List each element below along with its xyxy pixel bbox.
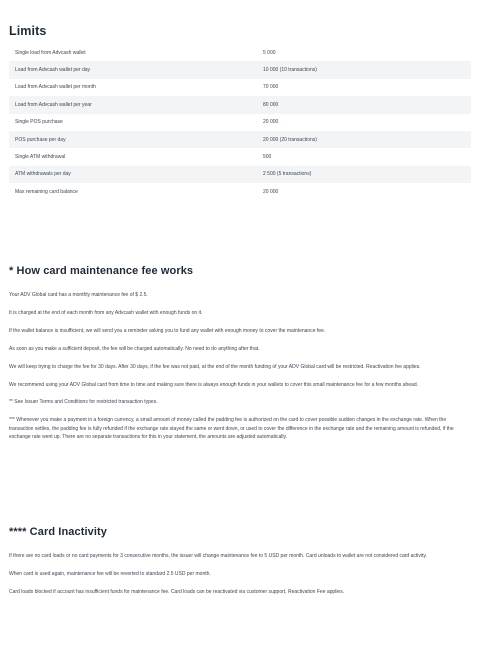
table-row [9,79,471,96]
table-row [9,131,471,148]
paragraph: When card is used again, maintenance fee will be reverted to standard 2.5 USD per month. [9,570,211,577]
table-row [9,183,471,200]
limit-label: Load from Advcash wallet per month [15,84,96,91]
table-row [9,114,471,131]
table-row [9,166,471,183]
card-inactivity-section [9,526,471,606]
paragraph: If there are no card loads or no card payments for 3 consecutive months, the issuer will change maintenance fee to 5 USD per month. Card unloads to wallet are not considered card activity. [9,553,427,559]
limit-value: 5 000 [263,49,276,56]
limit-value: 20 000 (20 transactions) [263,136,317,143]
paragraph: If the wallet balance is insufficient, we will send you a reminder asking you to fund any wallet with enough money to cover the maintenance fee. [9,327,326,334]
paragraph: *** Whenever you make a payment in a foreign currency, a small amount of money called the padding fee is authorized on the card to cover possible sudden changes in the exchange rate. When the transaction settles, the padding fee is fully refunded if the exchange rate stayed the same or went down, or used to cover the difference in the exchange rate and the remaining amount is refunded, if the exchange rate went up. There are no separate transactions for this in your statement, the amounts are adjusted automatically. [9,417,454,441]
table-row [9,61,471,78]
paragraph: Your ADV Global card has a monthly maintenance fee of $ 2.5. [9,292,148,298]
limit-label: Single ATM withdrawal [15,154,66,161]
maintenance-fee-section [9,265,471,451]
limit-label: POS purchase per day [15,136,66,143]
table-row [9,96,471,113]
limit-label: Single load from Advcash wallet [15,49,86,56]
limit-label: Max remaining card balance [15,188,78,195]
table-row [9,44,471,61]
limit-value: 500 [263,154,272,161]
limit-value: 2 500 (5 transactions) [263,171,312,178]
table-row [9,148,471,165]
paragraph: As soon as you make a sufficient deposit, the fee will be charged automatically. No need to do anything after that. [9,345,260,352]
paragraph: It is charged at the end of each month from any Advcash wallet with enough funds on it. [9,309,203,316]
limit-value: 70 000 [263,84,279,91]
limit-label: Load from Advcash wallet per year [15,101,92,108]
limits-title: Limits [9,24,47,38]
maintenance-fee-title: * How card maintenance fee works [9,265,194,277]
limits-table [9,44,471,201]
paragraph: We recommend using your ADV Global card from time to time and making sure there is always enough funds in your wallets to cover this small maintenance fee for a few months ahead. [9,381,418,388]
limit-value: 20 000 [263,119,279,126]
paragraph: ** See Issuer Terms and Conditions for restricted transaction types. [9,399,158,406]
paragraph: Card loads blocked if account has insufficient funds for maintenance fee. Card loads can be reactivated via customer support, Reactivation Fee applies. [9,588,345,595]
limit-value: 20 000 [263,188,279,195]
limit-label: Single POS purchase [15,119,63,126]
card-inactivity-title: **** Card Inactivity [9,526,107,538]
limit-label: Load from Advcash wallet per day [15,67,91,74]
limit-label: ATM withdrawals per day [15,171,71,178]
limit-value: 10 000 (10 transactions) [263,67,317,74]
limit-value: 80 000 [263,101,279,108]
paragraph: We will keep trying to charge the fee for 30 days. After 30 days, if the fee was not paid, at the end of the month funding of your ADV Global card will be restricted. Reactivation fee applies. [9,363,421,370]
